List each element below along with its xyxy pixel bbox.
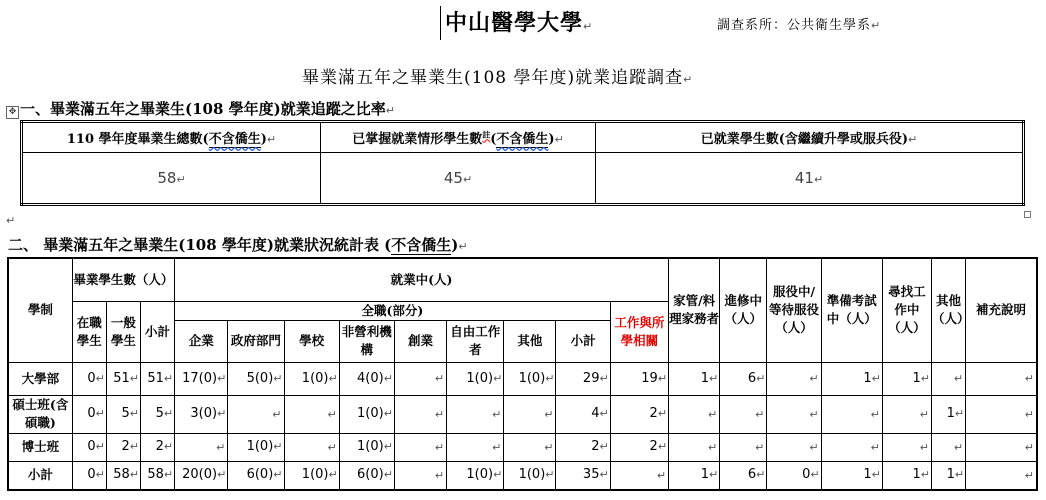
header-ft-other: 其他	[504, 320, 556, 362]
header-homemaker: 家管/料理家務者	[669, 258, 720, 362]
header-grad-subtotal: 小計	[140, 301, 174, 362]
table-row	[8, 433, 1037, 461]
header-job-seeking: 尋找工作中（人）	[882, 258, 931, 362]
table-cell: 0↵	[767, 461, 821, 490]
value-employed-students: 41↵	[596, 153, 1024, 205]
table-cell: 35↵	[556, 461, 610, 490]
table-cell: ↵	[767, 395, 821, 433]
header-total-graduates: 110 學年度畢業生總數(不含僑生)↵	[22, 122, 321, 153]
table-cell: ↵	[821, 433, 882, 461]
header-general-students: 一般學生	[106, 301, 140, 362]
section1-title: 一、畢業滿五年之畢業生(108 學年度)就業追蹤之比率↵	[20, 100, 395, 118]
table-cell: ↵	[447, 433, 504, 461]
table-cell: 51↵	[106, 362, 140, 395]
table-cell: 2↵	[140, 433, 174, 461]
table-cell: 1(0)↵	[504, 362, 556, 395]
table-cell: ↵	[767, 433, 821, 461]
header-work-related: 工作與所學相關	[610, 301, 668, 362]
table-move-handle-icon[interactable]: ✥	[6, 106, 19, 119]
table-cell: ↵	[175, 433, 228, 461]
table-cell: 2↵	[556, 433, 610, 461]
table-cell: ↵	[966, 433, 1037, 461]
document-title: 畢業滿五年之畢業生(108 學年度)就業追蹤調查↵	[302, 68, 694, 88]
row-label: 小計	[8, 461, 72, 490]
header-enterprise: 企業	[175, 320, 228, 362]
table-cell: 1(0)↵	[447, 461, 504, 490]
row-label: 博士班	[8, 433, 72, 461]
header-working-students: 在職學生	[72, 301, 106, 362]
table-cell: ↵	[882, 395, 931, 433]
table-cell: 6↵	[720, 461, 767, 490]
table-cell: ↵	[394, 362, 446, 395]
header-fulltime-group: 全職(部分)	[175, 301, 611, 320]
table-cell: 1(0)↵	[447, 362, 504, 395]
table-cell: ↵	[931, 362, 965, 395]
header-school: 學校	[284, 320, 339, 362]
table-cell: ↵	[966, 395, 1037, 433]
header-employed-group: 就業中(人)	[175, 258, 669, 301]
table-cell: 58↵	[106, 461, 140, 490]
table-cell: ↵	[394, 461, 446, 490]
header-further-study: 進修中（人）	[720, 258, 767, 362]
table-cell: 2↵	[610, 433, 668, 461]
table-cell: 58↵	[140, 461, 174, 490]
table-cell: ↵	[767, 362, 821, 395]
value-tracked-students: 45↵	[321, 153, 596, 205]
university-name: 中山醫學大學↵	[440, 6, 593, 40]
table-cell: 5(0)↵	[228, 362, 284, 395]
table-cell: 6↵	[720, 362, 767, 395]
table-cell: ↵	[504, 433, 556, 461]
header-nonprofit: 非營利機構	[339, 320, 394, 362]
table-cell: ↵	[882, 433, 931, 461]
table-cell: ↵	[966, 461, 1037, 490]
header-government: 政府部門	[228, 320, 284, 362]
table-cell: ↵	[447, 395, 504, 433]
header-employed-students: 已就業學生數(含繼續升學或服兵役)↵	[596, 122, 1024, 153]
table-cell: 51↵	[140, 362, 174, 395]
table-cell: 20(0)↵	[175, 461, 228, 490]
table-cell: 1(0)↵	[504, 461, 556, 490]
table-row	[8, 461, 1037, 490]
table-cell: ↵	[931, 433, 965, 461]
table-cell: ↵	[228, 395, 284, 433]
row-label: 大學部	[8, 362, 72, 395]
table-cell: 17(0)↵	[175, 362, 228, 395]
table-cell: 1(0)↵	[228, 433, 284, 461]
header-startup: 創業	[394, 320, 446, 362]
table-cell: ↵	[720, 433, 767, 461]
table-cell: 1↵	[821, 362, 882, 395]
header-program: 學制	[8, 258, 72, 362]
table-cell: 2↵	[106, 433, 140, 461]
table-cell: 1(0)↵	[339, 395, 394, 433]
table-cell: 5↵	[106, 395, 140, 433]
table-cell: ↵	[821, 395, 882, 433]
header-other: 其他（人）	[931, 258, 965, 362]
table-cell: 1↵	[931, 395, 965, 433]
table-cell: 1↵	[821, 461, 882, 490]
table-cell: 3(0)↵	[175, 395, 228, 433]
table-cell: 0↵	[72, 433, 106, 461]
table-cell: 1↵	[931, 461, 965, 490]
retention-rate-table	[20, 120, 1025, 206]
table-cell: 5↵	[140, 395, 174, 433]
header-military: 服役中/等待服役（人）	[767, 258, 821, 362]
paragraph-mark: ↵	[6, 214, 16, 227]
value-total-graduates: 58↵	[22, 153, 321, 205]
table-cell: 1↵	[882, 362, 931, 395]
table-cell: 1↵	[882, 461, 931, 490]
table-cell: ↵	[669, 433, 720, 461]
header-ft-subtotal: 小計	[556, 320, 610, 362]
table-cell: ↵	[394, 433, 446, 461]
row-label: 碩士班(含碩職)	[8, 395, 72, 433]
table-cell: 0↵	[72, 461, 106, 490]
table-cell: 19↵	[610, 362, 668, 395]
table-cell: 1↵	[669, 362, 720, 395]
employment-status-table	[7, 257, 1038, 491]
table-cell: ↵	[394, 395, 446, 433]
table-cell: 2↵	[610, 395, 668, 433]
table-cell: ↵	[966, 362, 1037, 395]
table-cell: 1(0)↵	[284, 362, 339, 395]
table-cell: ↵	[669, 395, 720, 433]
table-cell: 29↵	[556, 362, 610, 395]
table-cell: 6(0)↵	[339, 461, 394, 490]
header-graduates-group: 畢業學生數（人）	[72, 258, 174, 301]
table-cell: ↵	[284, 395, 339, 433]
header-freelancer: 自由工作者	[447, 320, 504, 362]
table-row	[8, 362, 1037, 395]
table-cell: 4↵	[556, 395, 610, 433]
table-body	[8, 362, 1037, 490]
table-cell: ↵	[284, 433, 339, 461]
table-cell: ↵	[720, 395, 767, 433]
table-cell: 0↵	[72, 395, 106, 433]
table-row	[8, 395, 1037, 433]
header-tracked-students: 已掌握就業情形學生數$^註$(不含僑生)↵	[321, 122, 596, 153]
table-resize-handle[interactable]	[1024, 211, 1031, 218]
header-exam-prep: 準備考試中（人）	[821, 258, 882, 362]
department-label: 調查系所：公共衛生學系↵	[717, 18, 882, 33]
table-cell: 1(0)↵	[284, 461, 339, 490]
table-cell: 1(0)↵	[339, 433, 394, 461]
table-cell: 0↵	[72, 362, 106, 395]
table-cell: ↵	[504, 395, 556, 433]
header-notes: 補充說明	[966, 258, 1037, 362]
table-cell: ↵	[610, 461, 668, 490]
table-cell: 4(0)↵	[339, 362, 394, 395]
section2-title: 二、 畢業滿五年之畢業生(108 學年度)就業狀況統計表 (不含僑生)↵	[8, 236, 468, 254]
table-cell: 6(0)↵	[228, 461, 284, 490]
table-cell: 1↵	[669, 461, 720, 490]
